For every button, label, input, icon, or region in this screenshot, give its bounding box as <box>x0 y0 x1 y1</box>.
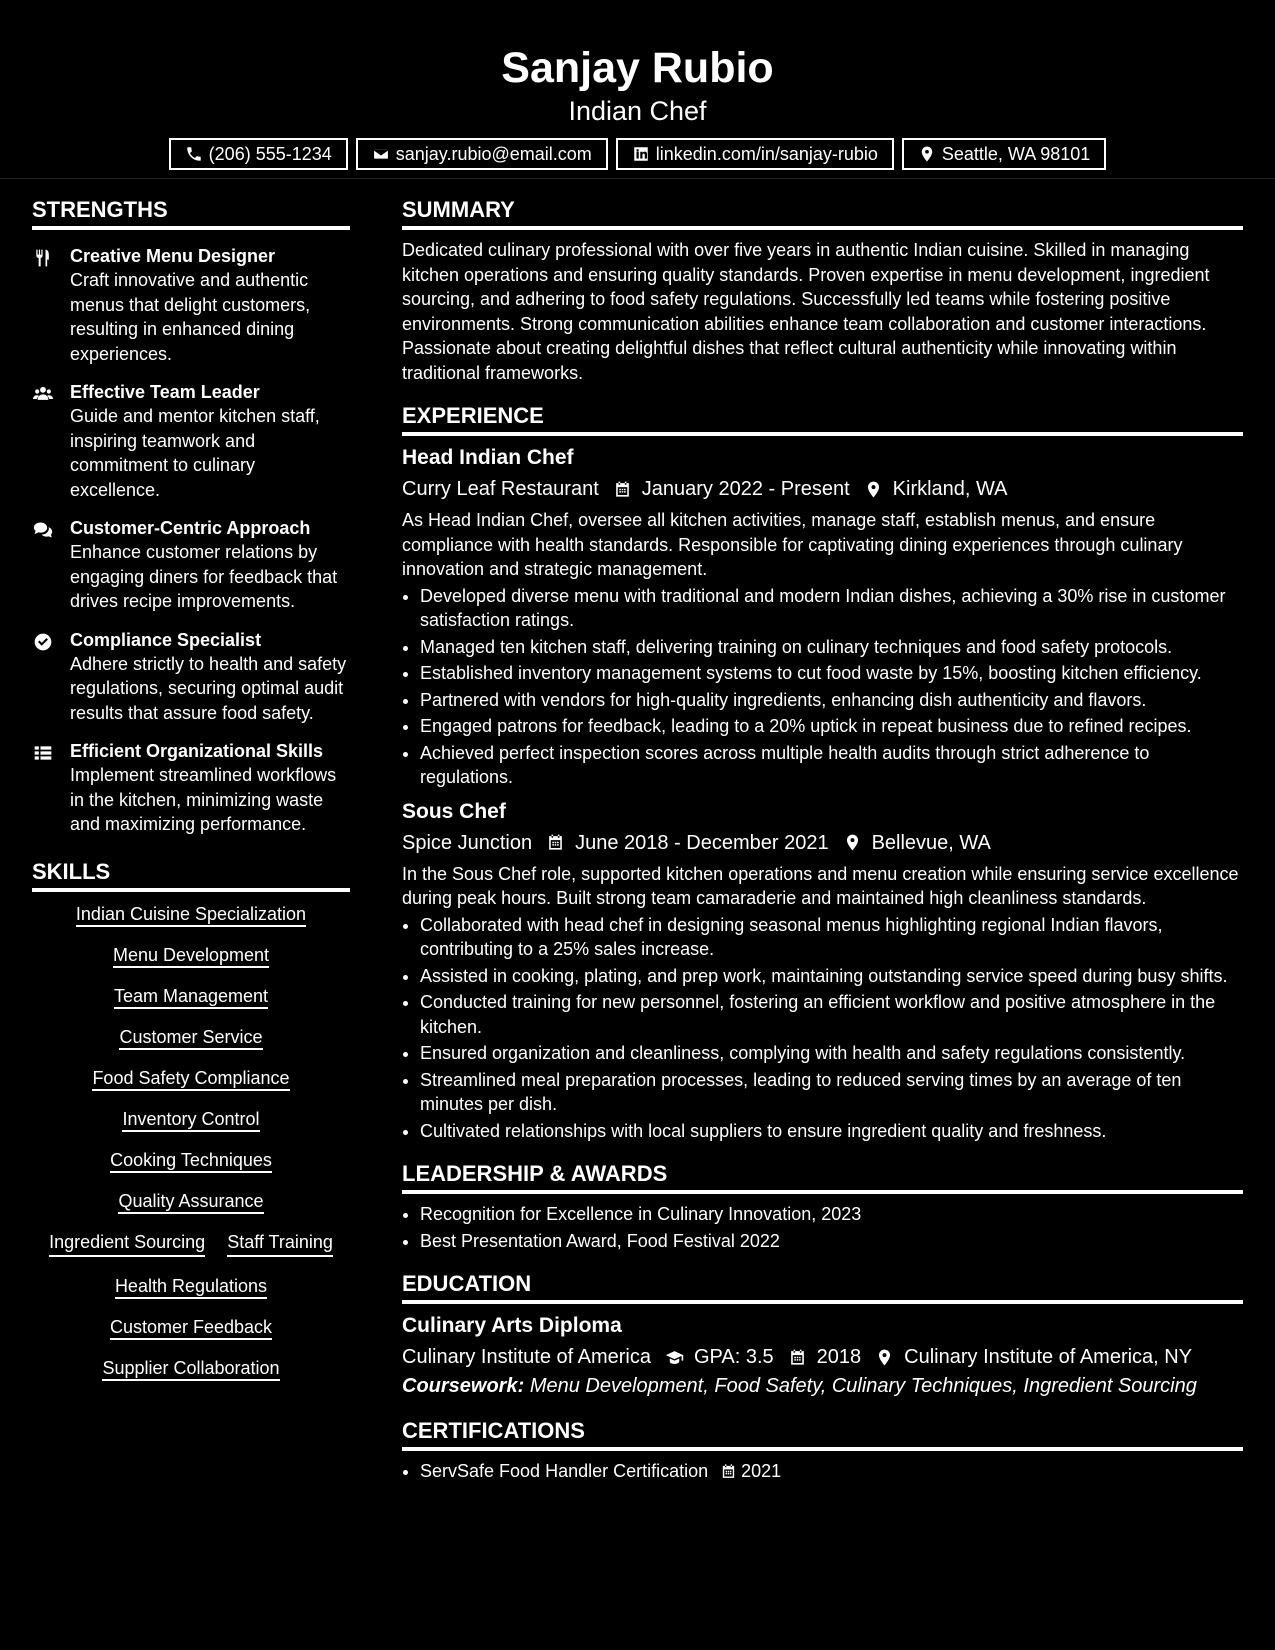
skill-tag: Customer Service <box>119 1027 262 1050</box>
strength-title: Compliance Specialist <box>70 629 262 650</box>
calendar-icon <box>720 1463 737 1480</box>
strength-desc: Adhere strictly to health and safety regulations, securing optimal audit results that assure food safety. <box>70 653 347 723</box>
skill-tag: Indian Cuisine Specialization <box>76 904 306 927</box>
certifications-heading: CERTIFICATIONS <box>402 1418 1243 1451</box>
strength-desc: Guide and mentor kitchen staff, inspiring teamwork and commitment to culinary excellence. <box>70 406 320 500</box>
awards-heading: LEADERSHIP & AWARDS <box>402 1161 1243 1194</box>
strength-title: Customer-Centric Approach <box>70 518 311 538</box>
job-description: As Head Indian Chef, oversee all kitchen activities, manage staff, establish menus, and ensure compliance with health standards. Responsible for captivating dining experiences through culinary innovation and strategic management. <box>402 510 1183 579</box>
list-item: • Assisted in cooking, plating, and prep work, maintaining outstanding service speed during busy shifts. <box>420 964 1243 989</box>
skill-tag: Health Regulations <box>115 1276 267 1299</box>
left-column <box>32 179 350 1486</box>
map-pin-icon <box>918 145 936 163</box>
skill-tag: Team Management <box>114 986 268 1009</box>
job-meta <box>402 474 1243 504</box>
contact-location[interactable] <box>902 138 1106 170</box>
cert-year: 2021 <box>741 1461 782 1481</box>
list-item: • Developed diverse menu with traditional and modern Indian dishes, achieving a 30% rise in customer satisfaction ratings. <box>420 584 1243 633</box>
strength-item <box>32 244 350 366</box>
contact-bar <box>0 138 1275 170</box>
calendar-icon <box>613 480 632 499</box>
strength-desc: Implement streamlined workflows in the kitchen, minimizing waste and maximizing performance. <box>70 765 337 834</box>
strength-title: Creative Menu Designer <box>70 246 276 266</box>
skill-tag: Inventory Control <box>122 1109 259 1132</box>
job-description: In the Sous Chef role, supported kitchen operations and menu creation while ensuring service excellence during peak hours. Built strong team camaraderie and maintained high cleanliness standards. <box>402 863 1239 908</box>
skill-tag: Ingredient Sourcing <box>49 1230 205 1257</box>
skill-tag: Menu Development <box>113 945 269 968</box>
job-location: Kirkland, WA <box>892 478 1008 500</box>
map-pin-icon <box>843 833 862 852</box>
linkedin-icon <box>632 145 650 163</box>
comments-icon <box>32 520 54 540</box>
job-dates: June 2018 - December 2021 <box>575 831 829 854</box>
candidate-title: Indian Chef <box>568 96 707 126</box>
calendar-icon <box>546 833 565 852</box>
job-entry <box>402 798 1243 1144</box>
list-item <box>420 1459 1243 1484</box>
coursework <box>402 1372 1243 1400</box>
strengths-heading: STRENGTHS <box>32 197 350 230</box>
job-location: Bellevue, WA <box>871 831 991 854</box>
skill-tag: Food Safety Compliance <box>92 1068 289 1091</box>
strength-desc: Enhance customer relations by engaging diners for feedback that drives recipe improvements. <box>70 542 338 611</box>
skill-tag: Customer Feedback <box>110 1317 272 1340</box>
job-dates: January 2022 - Present <box>641 478 850 500</box>
check-circle-icon <box>32 632 54 652</box>
school-location: Culinary Institute of America, NY <box>904 1346 1193 1368</box>
school-name: Culinary Institute of America <box>402 1346 651 1368</box>
map-pin-icon <box>875 1348 894 1367</box>
graduation-cap-icon <box>665 1348 684 1367</box>
list-item: • Cultivated relationships with local suppliers to ensure ingredient quality and freshness. <box>420 1119 1243 1144</box>
strength-item <box>32 628 350 726</box>
map-pin-icon <box>864 480 883 499</box>
education-meta <box>402 1342 1243 1372</box>
contact-location-text: Seattle, WA 98101 <box>941 143 1091 164</box>
contact-phone-text: (206) 555-1234 <box>208 143 332 164</box>
list-item: • Established inventory management systems to cut food waste by 15%, boosting kitchen efficiency. <box>420 661 1243 686</box>
experience-heading: EXPERIENCE <box>402 403 1243 436</box>
list-item: • Partnered with vendors for high-quality ingredients, enhancing dish authenticity and flavors. <box>420 688 1243 713</box>
candidate-name: Sanjay Rubio <box>501 44 774 92</box>
skills-heading: SKILLS <box>32 859 350 892</box>
certifications-list <box>402 1459 1243 1484</box>
strength-title: Efficient Organizational Skills <box>70 741 324 761</box>
list-icon <box>32 743 54 763</box>
job-company: Spice Junction <box>402 831 533 854</box>
contact-phone[interactable] <box>169 138 348 170</box>
strength-item <box>32 739 350 837</box>
contact-email[interactable] <box>356 138 608 170</box>
skill-tag: Supplier Collaboration <box>102 1358 279 1381</box>
phone-icon <box>185 145 203 163</box>
list-item: • Conducted training for new personnel, fostering an efficient workflow and positive atmosphere in the kitchen. <box>420 990 1243 1039</box>
cert-name: • ServSafe Food Handler Certification <box>420 1461 709 1481</box>
utensils-icon <box>32 248 54 268</box>
job-title: Head Indian Chef <box>402 446 574 469</box>
contact-linkedin-text: linkedin.com/in/sanjay-rubio <box>655 143 878 164</box>
gpa: GPA: 3.5 <box>694 1346 774 1368</box>
list-item: • Collaborated with head chef in designing seasonal menus highlighting regional Indian flavors, contributing to a 25% sales increase. <box>420 913 1243 962</box>
skill-tag: Cooking Techniques <box>110 1150 272 1173</box>
list-item: • Recognition for Excellence in Culinary Innovation, 2023 <box>420 1202 1243 1227</box>
list-item: • Managed ten kitchen staff, delivering training on culinary techniques and food safety protocols. <box>420 635 1243 660</box>
calendar-icon <box>788 1348 807 1367</box>
graduation-year: 2018 <box>816 1346 862 1368</box>
degree-title: Culinary Arts Diploma <box>402 1314 622 1337</box>
list-item: • Streamlined meal preparation processes, leading to reduced serving times by an average of ten minutes per dish. <box>420 1068 1243 1117</box>
coursework-label: Coursework: <box>402 1375 525 1397</box>
job-bullets <box>402 913 1243 1144</box>
job-title: Sous Chef <box>402 799 506 823</box>
strength-item <box>32 516 350 614</box>
list-item: • Achieved perfect inspection scores across multiple health audits through strict adherence to regulations. <box>420 741 1243 790</box>
strength-item <box>32 380 350 502</box>
contact-email-text: sanjay.rubio@email.com <box>395 143 592 164</box>
coursework-text: Menu Development, Food Safety, Culinary Techniques, Ingredient Sourcing <box>529 1375 1197 1397</box>
skill-tag: Staff Training <box>227 1230 333 1257</box>
strength-title: Effective Team Leader <box>70 382 260 402</box>
strength-desc: Craft innovative and authentic menus that delight customers, resulting in enhanced dining experiences. <box>70 270 311 364</box>
resume-header <box>0 0 1275 179</box>
skills-list <box>32 902 350 1397</box>
list-item: • Engaged patrons for feedback, leading to a 20% uptick in repeat business due to refined recipes. <box>420 714 1243 739</box>
list-item: • Ensured organization and cleanliness, complying with health and safety regulations consistently. <box>420 1041 1243 1066</box>
education-heading: EDUCATION <box>402 1271 1243 1304</box>
users-icon <box>32 384 54 404</box>
envelope-icon <box>372 145 390 163</box>
right-column <box>402 179 1243 1486</box>
contact-linkedin[interactable] <box>616 138 894 170</box>
job-meta <box>402 828 1243 858</box>
summary-heading: SUMMARY <box>402 197 1243 230</box>
job-entry <box>402 444 1243 790</box>
job-bullets <box>402 584 1243 790</box>
list-item: • Best Presentation Award, Food Festival 2022 <box>420 1229 1243 1254</box>
skill-tag: Quality Assurance <box>118 1191 263 1214</box>
awards-list <box>402 1202 1243 1253</box>
summary-text: Dedicated culinary professional with over five years in authentic Indian cuisine. Skilled in managing kitchen operations and ensuring quality standards. Proven expertise in menu development, ingredient sourcing, and adhering to food safety regulations. Successfully led teams while fostering positive environments. Strong communication abilities enhance team collaboration and customer interactions. Passionate about creating delightful dishes that reflect cultural authenticity while innovating within traditional frameworks. <box>402 240 1210 383</box>
job-company: Curry Leaf Restaurant <box>402 478 599 500</box>
